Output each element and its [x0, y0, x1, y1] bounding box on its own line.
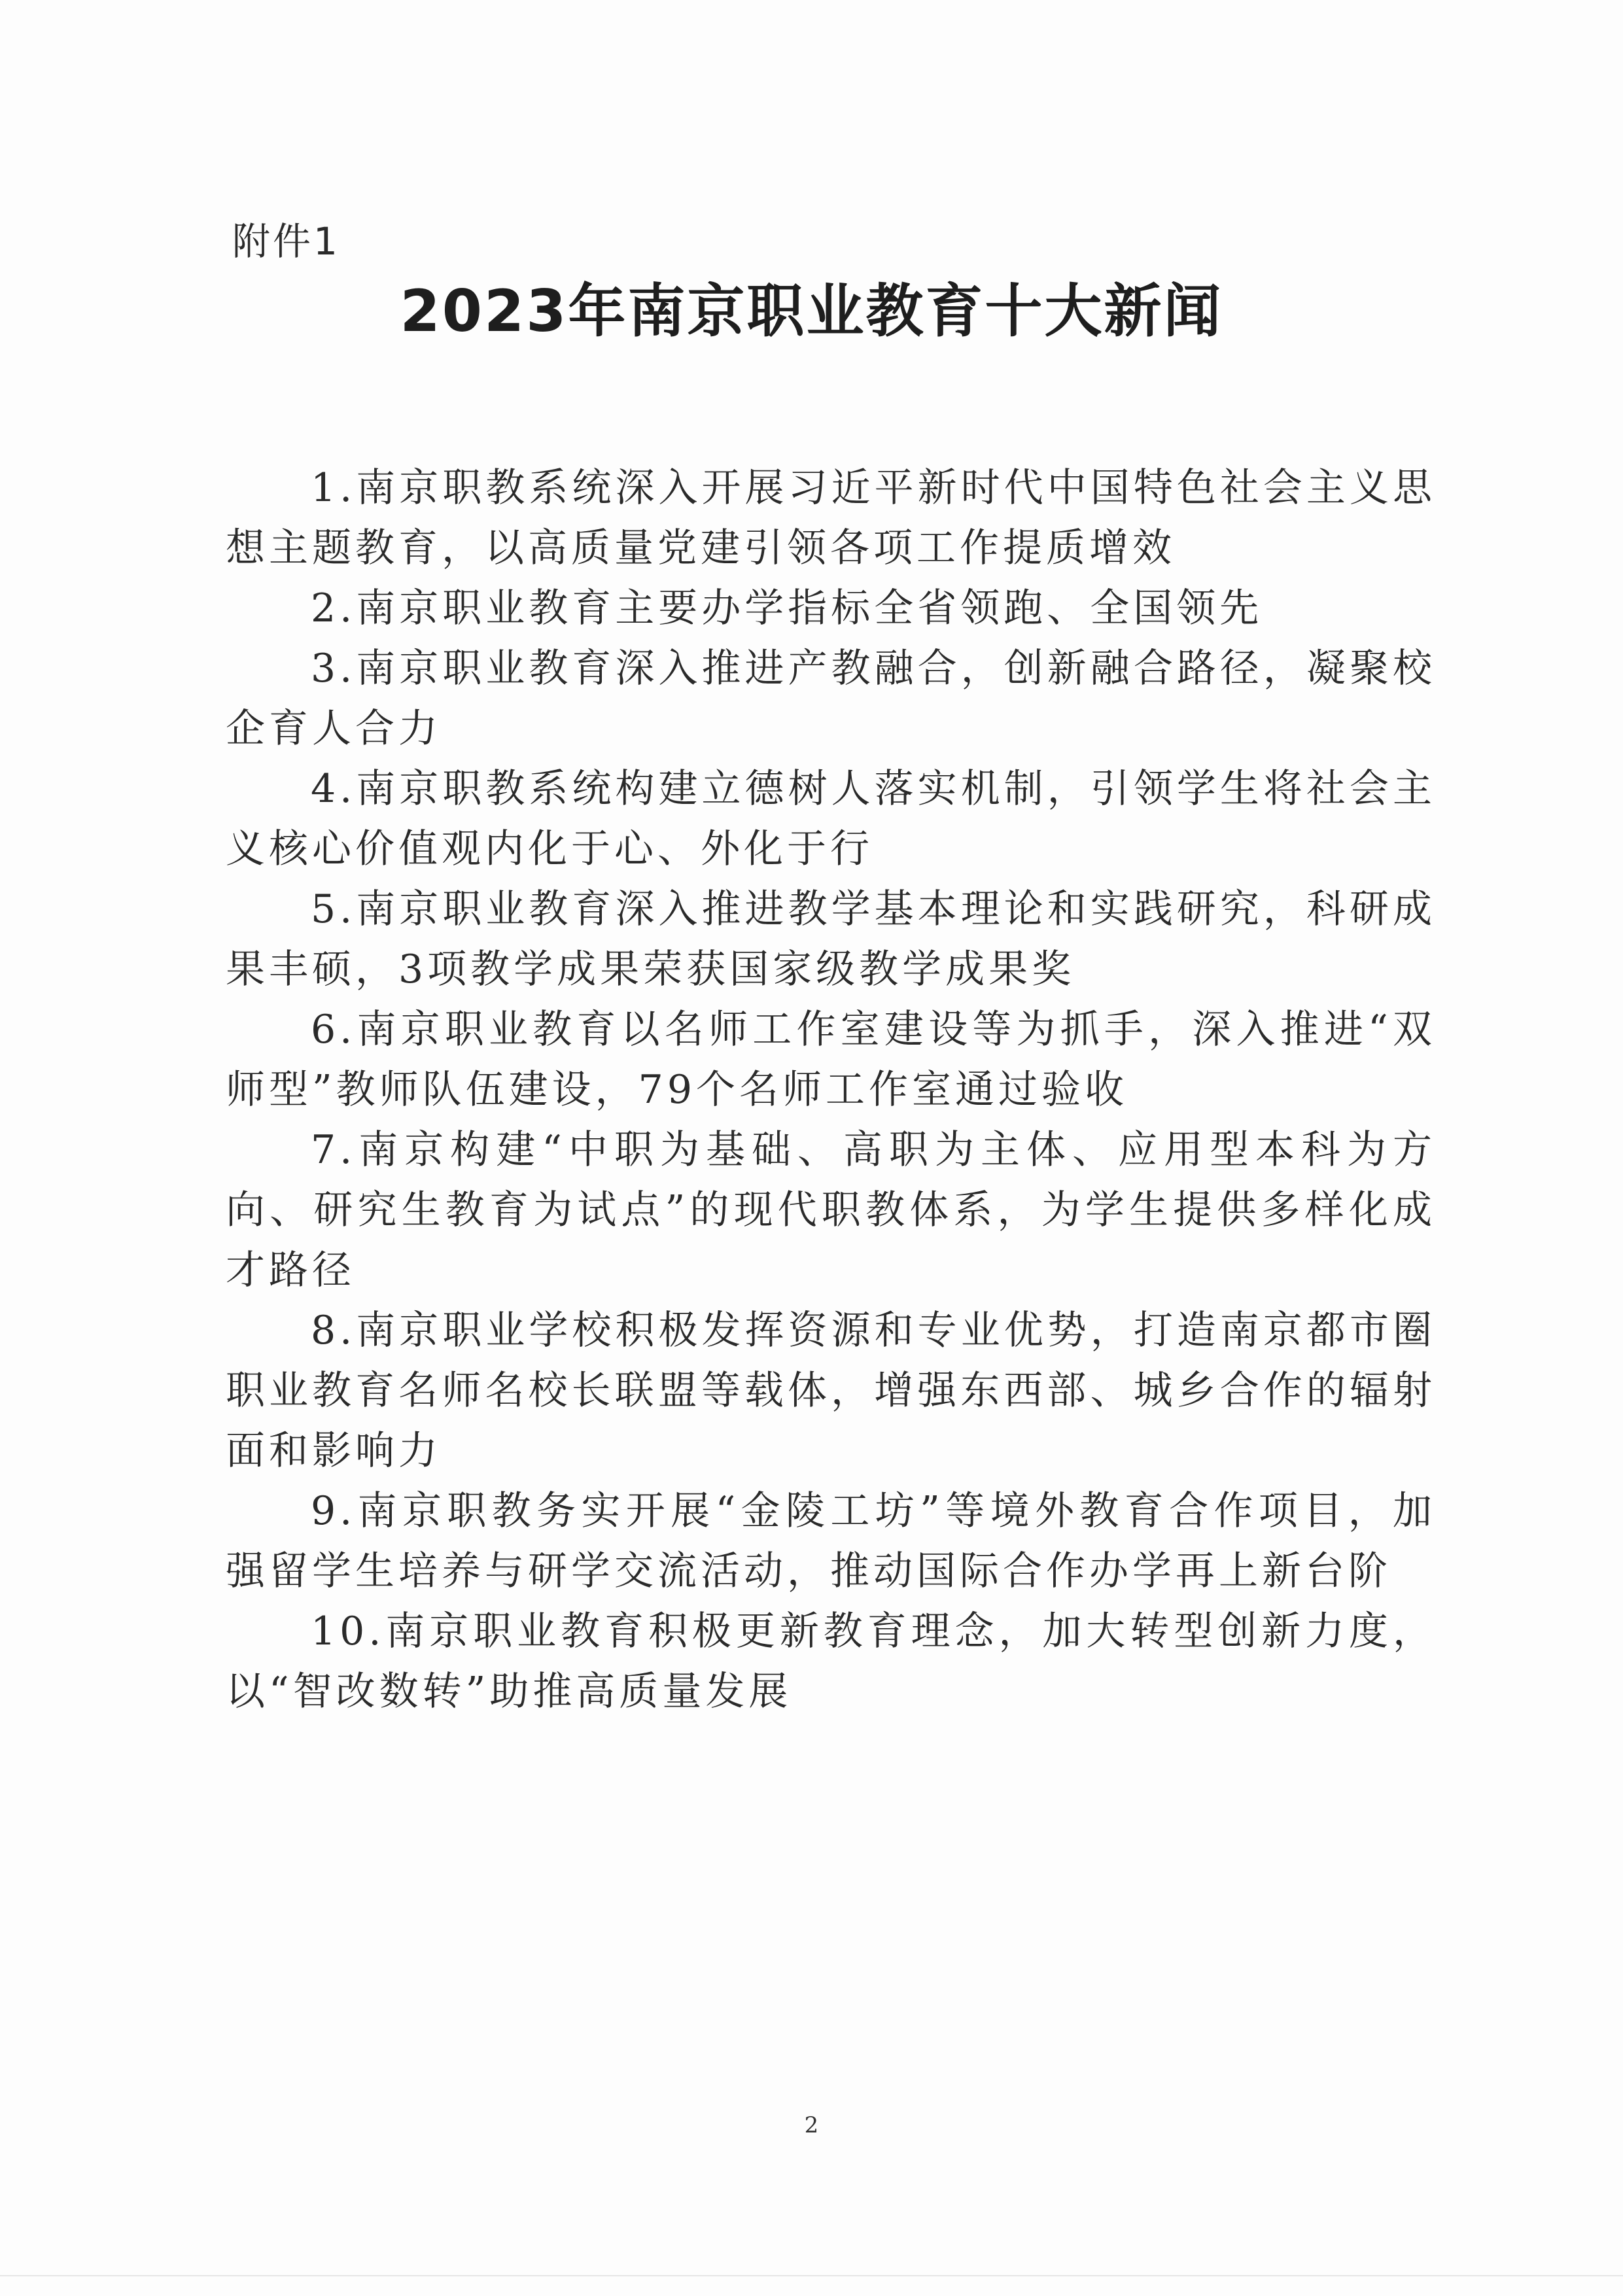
page-number: 2	[804, 2112, 819, 2138]
document-title: 2023年南京职业教育十大新闻	[400, 277, 1223, 345]
attachment-label: 附件1	[232, 219, 340, 264]
bottom-divider	[0, 2275, 1623, 2276]
news-item-9: 9.南京职教务实开展“金陵工坊”等境外教育合作项目，加强留学生培养与研学交流活动，推动国际合作办学再上新台阶	[226, 1488, 1436, 1594]
news-item-10: 10.南京职业教育积极更新教育理念，加大转型创新力度，以“智改数转”助推高质量发展	[226, 1609, 1436, 1714]
news-item-5: 5.南京职业教育深入推进教学基本理论和实践研究，科研成果丰硕，3项教学成果荣获国家级教学成果奖	[226, 886, 1436, 992]
news-item-7: 7.南京构建“中职为基础、高职为主体、应用型本科为方向、研究生教育为试点”的现代职教体系，为学生提供多样化成才路径	[226, 1127, 1436, 1293]
news-item-3: 3.南京职业教育深入推进产教融合，创新融合路径，凝聚校企育人合力	[226, 646, 1436, 752]
news-item-1: 1.南京职教系统深入开展习近平新时代中国特色社会主义思想主题教育，以高质量党建引领各项工作提质增效	[226, 465, 1436, 571]
news-item-8: 8.南京职业学校积极发挥资源和专业优势，打造南京都市圈职业教育名师名校长联盟等载体，增强东西部、城乡合作的辐射面和影响力	[226, 1308, 1436, 1474]
news-item-6: 6.南京职业教育以名师工作室建设等为抓手，深入推进“双师型”教师队伍建设，79个名师工作室通过验收	[226, 1007, 1436, 1113]
news-item-2: 2.南京职业教育主要办学指标全省领跑、全国领先	[311, 585, 1263, 631]
news-item-4: 4.南京职教系统构建立德树人落实机制，引领学生将社会主义核心价值观内化于心、外化于行	[226, 766, 1436, 872]
news-list	[226, 458, 1436, 1722]
